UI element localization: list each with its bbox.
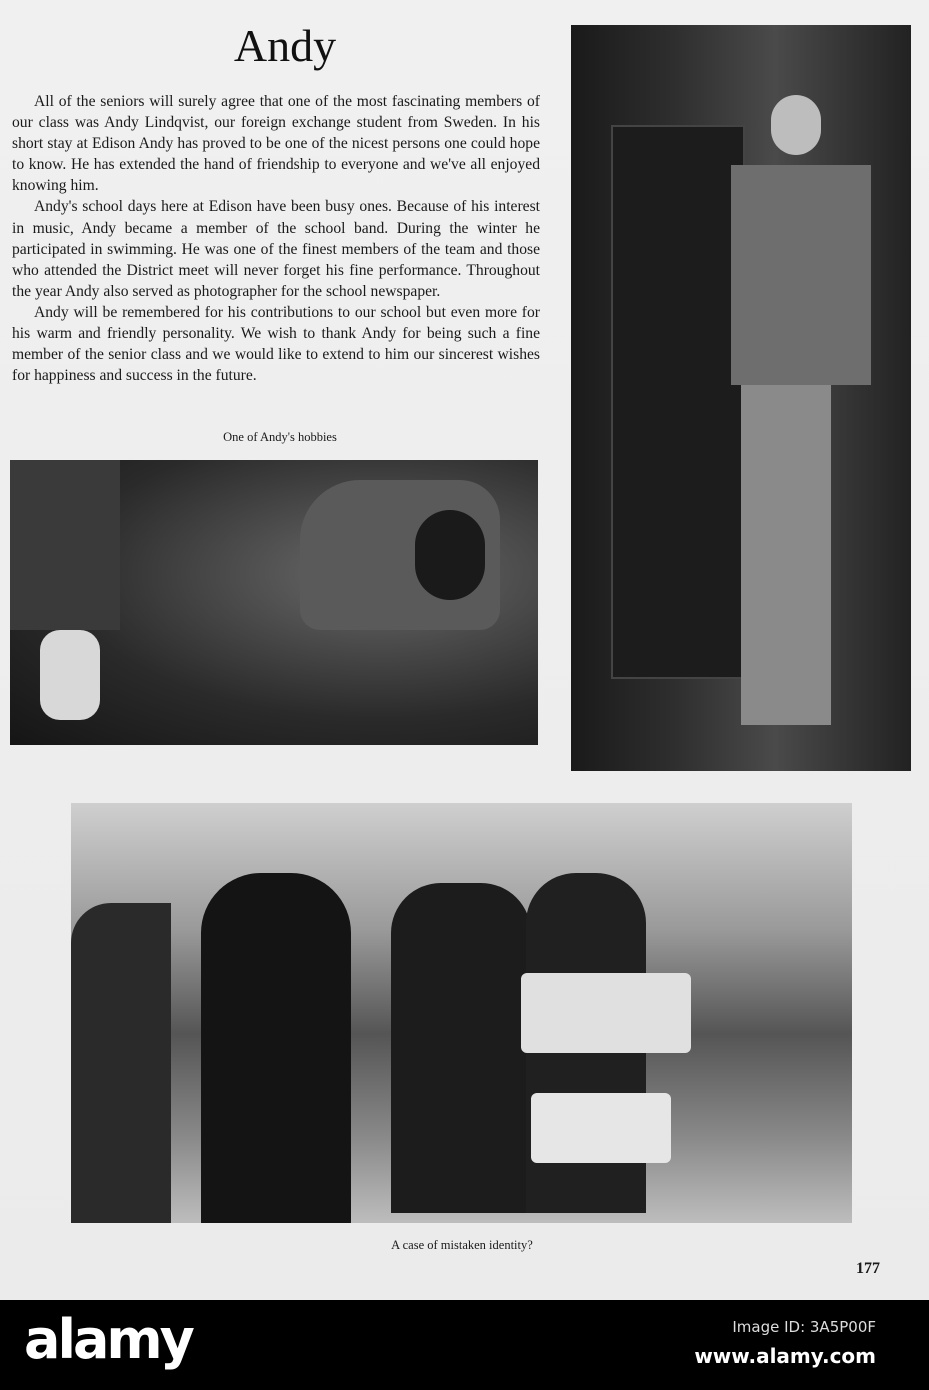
site-url: www.alamy.com <box>694 1344 876 1368</box>
paragraph: Andy's school days here at Edison have been busy ones. Because of his interest in music, Andy became a member of the school band. During the winter he participated in swimming. He was one of the finest members of the team and those who attended the District meet will never forget his fine performance. Throughout the year Andy also served as photographer for the school newspaper. <box>12 198 540 300</box>
caption-hobbies: One of Andy's hobbies <box>223 430 337 444</box>
photo-andy-at-locker <box>571 25 911 771</box>
page-number: 177 <box>856 1260 880 1277</box>
image-id: Image ID: 3A5P00F <box>732 1318 876 1336</box>
photo-andy-photographing <box>10 460 538 745</box>
alamy-logo: alamy <box>24 1308 192 1371</box>
photo-mistaken-identity <box>71 803 852 1223</box>
page-title: Andy <box>233 20 337 71</box>
watermark-footer <box>0 1300 929 1390</box>
paragraph: All of the seniors will surely agree that one of the most fascinating members of our class was Andy Lindqvist, our foreign exchange student from Sweden. In his short stay at Edison Andy has proved to be one of the nicest persons one could hope to know. He has extended the hand of friendship to everyone and we've all enjoyed knowing him. <box>12 93 540 195</box>
paragraph: Andy will be remembered for his contributions to our school but even more for his warm and friendly personality. We wish to thank Andy for being such a fine member of the senior class and we would like to extend to him our sincerest wishes for happiness and success in the future. <box>12 303 540 385</box>
article-body <box>12 91 540 386</box>
caption-mistaken-identity: A case of mistaken identity? <box>391 1238 533 1252</box>
